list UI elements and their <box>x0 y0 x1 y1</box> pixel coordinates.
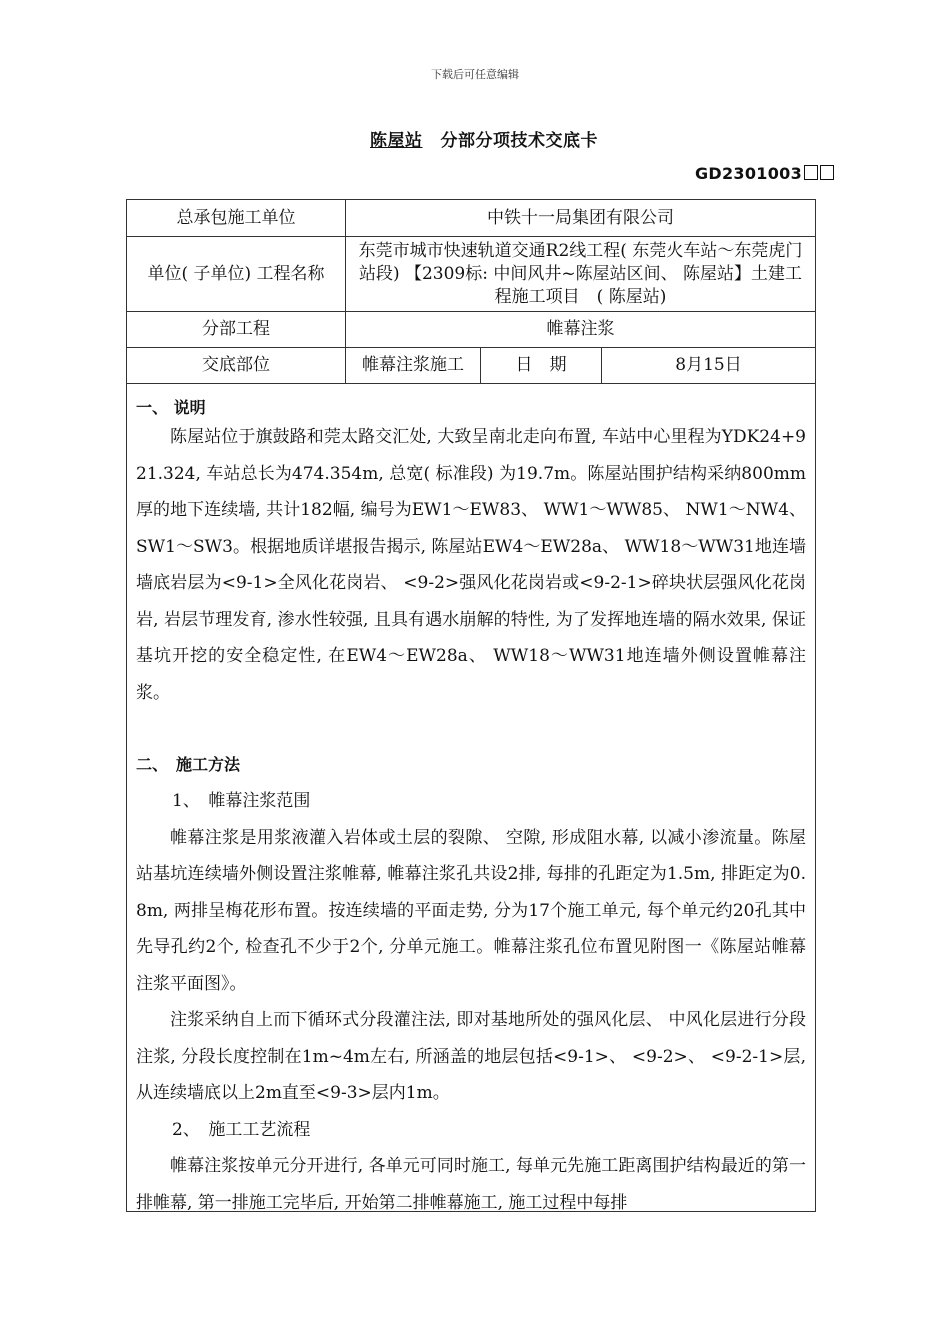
document-code-text: GD2301003 <box>694 164 802 183</box>
subsection-heading: 1、 帷幕注浆范围 <box>172 791 311 811</box>
header-note: 下载后可任意编辑 <box>431 68 519 81</box>
info-table <box>126 199 816 384</box>
table-row <box>127 312 816 348</box>
table-label: 交底部位 <box>127 348 346 384</box>
title-rest: 分部分项技术交底卡 <box>440 131 598 151</box>
section-heading: 一、 说明 <box>136 398 206 417</box>
table-value: 中铁十一局集团有限公司 <box>346 200 816 237</box>
subsection-heading: 2、 施工工艺流程 <box>172 1119 311 1140</box>
table-label: 单位( 子单位) 工程名称 <box>127 237 346 312</box>
table-value: 帷幕注浆 <box>346 312 816 348</box>
section-heading: 二、 施工方法 <box>136 755 241 774</box>
content-box <box>126 383 816 1212</box>
table-date-value: 8月15日 <box>602 348 816 384</box>
checkbox-square-icon <box>804 165 818 180</box>
paragraph: 注浆采纳自上而下循环式分段灌注法, 即对基地所处的强风化层、 中风化层进行分段注浆, 分段长度控制在1m~4m左右, 所涵盖的地层包括<9-1>、 <9-2>、 <9-2-1>层, 从连续墙底以上2m直至<9-3>层内1m。 <box>136 1010 806 1103</box>
table-date-label: 日 期 <box>481 348 602 384</box>
document-code <box>695 164 834 183</box>
title-site: 陈屋站 <box>370 131 423 151</box>
paragraph: 帷幕注浆按单元分开进行, 各单元可同时施工, 每单元先施工距离围护结构最近的第一排帷幕, 第一排施工完毕后, 开始第二排帷幕施工, 施工过程中每排 <box>136 1156 806 1212</box>
table-row <box>127 237 816 312</box>
paragraph: 陈屋站位于旗鼓路和莞太路交汇处, 大致呈南北走向布置, 车站中心里程为YDK24+921.324, 车站总长为474.354m, 总宽( 标准段) 为19.7m。陈屋站围护结构采纳800mm厚的地下连续墙, 共计182幅, 编号为EW1～EW83、 WW1～WW85、 NW1～NW4、 SW1～SW3。根据地质详堪报告揭示, 陈屋站EW4～EW28a、 WW18～WW31地连墙墙底岩层为<9-1>全风化花岗岩、 <9-2>强风化花岗岩或<9-2-1>碎块状层强风化花岗岩, 岩层节理发育, 渗水性较强, 且具有遇水崩解的特性, 为了发挥地连墙的隔水效果, 保证基坑开挖的安全稳定性, 在EW4～EW28a、 WW18～WW31地连墙外侧设置帷幕注浆。 <box>136 427 806 703</box>
table-label: 总承包施工单位 <box>127 200 346 237</box>
document-title <box>0 126 950 151</box>
table-row <box>127 200 816 237</box>
checkbox-square-icon <box>820 165 834 180</box>
paragraph: 帷幕注浆是用浆液灌入岩体或土层的裂隙、 空隙, 形成阻水幕, 以减小渗流量。陈屋站基坑连续墙外侧设置注浆帷幕, 帷幕注浆孔共设2排, 每排的孔距定为1.5m, 排距定为0.8m, 两排呈梅花形布置。按连续墙的平面走势, 分为17个施工单元, 每个单元约20孔其中先导孔约2个, 检查孔不少于2个, 分单元施工。帷幕注浆孔位布置见附图一《陈屋站帷幕注浆平面图》。 <box>136 827 806 994</box>
table-label: 分部工程 <box>127 312 346 348</box>
table-row <box>127 348 816 384</box>
table-value-part: 帷幕注浆施工 <box>346 348 481 384</box>
table-value: 东莞市城市快速轨道交通R2线工程( 东莞火车站～东莞虎门站段) 【2309标: 中间风井~陈屋站区间、 陈屋站】土建工程施工项目 ( 陈屋站) <box>346 237 816 312</box>
